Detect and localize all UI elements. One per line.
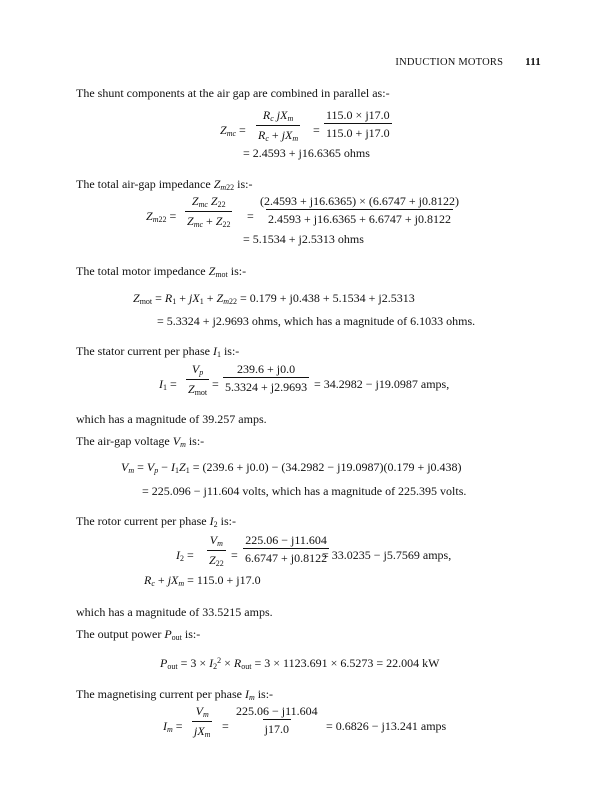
eq-im-equals: = <box>222 719 229 733</box>
eq-i2-frac-symbolic: $\frac{V_m}{Z_{22}}$ <box>209 533 224 568</box>
paragraph-shunt-intro: The shunt components at the air gap are combined in parallel as:- <box>76 86 390 100</box>
eq-zm22-lhs: $Z_{m22}$ = <box>146 209 177 224</box>
paragraph-airgap-voltage: The air-gap voltage $V_m$ is:- <box>76 434 205 449</box>
eq-vm-line1: $V_m = V_p - I_1Z_1 = (239.6 + j0.0) - (34.2982 - j19.0987)(0.179 + j0.438)$ <box>121 460 462 475</box>
eq-i1-frac-numeric <box>223 363 309 393</box>
eq-i1-frac-symbolic: $V_p$ $Z_{mot}$ <box>188 362 208 397</box>
paragraph-motor-impedance: The total motor impedance $Z_{mot}$ is:- <box>76 264 247 279</box>
eq-zm22-frac-numeric <box>258 195 461 225</box>
eq-zm22-result: = 5.1534 + j2.5313 ohms <box>243 232 364 246</box>
eq-i1-equals: = <box>212 377 219 391</box>
paragraph-output-power: The output power $P_{out}$ is:- <box>76 627 201 642</box>
eq-zmc-numerator: 115.0 × j17.0 <box>326 108 390 122</box>
eq-i1-denominator: 5.3324 + j2.9693 <box>223 377 309 393</box>
eq-zmc-equals: = <box>313 123 320 137</box>
eq-zmot-line1: $Z_{mot} = R_1 + jX_1 + Z_{m22} = 0.179 + j0.438 + 5.1534 + j2.5313$ <box>133 291 415 306</box>
eq-im-lhs: $I_m$ = <box>163 719 183 734</box>
eq-i1-lhs: $I_1$ = <box>159 377 177 392</box>
paragraph-airgap-impedance: The total air-gap impedance $Z_{m22}$ is:- <box>76 177 253 192</box>
eq-i2-lhs: $I_2$ = <box>176 548 194 563</box>
eq-zmot-line2: = 5.3324 + j2.9693 ohms, which has a magnitude of 6.1033 ohms. <box>157 314 476 328</box>
eq-zm22-frac-symbolic: $Z_{mc}$ $Z_{22}$ $Z_{mc} + Z_{22}$ <box>187 194 231 229</box>
eq-i1-result: = 34.2982 − j19.0987 amps, <box>314 377 450 391</box>
eq-i2-frac-numeric <box>243 534 329 564</box>
eq-i2-equals: = <box>231 548 238 562</box>
eq-vm-line2: = 225.096 − j11.604 volts, which has a magnitude of 225.395 volts. <box>142 484 467 498</box>
eq-i1-numerator: 239.6 + j0.0 <box>237 362 296 376</box>
eq-zm22-denominator: 2.4593 + j16.6365 + 6.6747 + j0.8122 <box>266 209 453 225</box>
eq-i2-denominator: 6.6747 + j0.8122 <box>243 548 329 564</box>
paragraph-i1-magnitude: which has a magnitude of 39.257 amps. <box>76 412 267 426</box>
eq-i2-result: = 33.0235 − j5.7569 amps, <box>322 548 452 562</box>
paragraph-i2-magnitude: which has a magnitude of 33.5215 amps. <box>76 605 273 619</box>
eq-im-denominator: j17.0 <box>263 719 291 735</box>
eq-im-result: = 0.6826 − j13.241 amps <box>326 719 447 733</box>
eq-zm22-numerator: (2.4593 + j16.6365) × (6.6747 + j0.8122) <box>260 194 459 208</box>
page-number: 111 <box>525 56 541 68</box>
eq-i2-numerator: 225.06 − j11.604 <box>245 533 327 547</box>
running-header <box>395 56 541 68</box>
eq-rc-line: $R_c + jX_m = 115.0 + j17.0$ <box>144 573 261 588</box>
chapter-title: INDUCTION MOTORS <box>395 57 504 68</box>
paragraph-stator-current: The stator current per phase $I_1$ is:- <box>76 344 240 359</box>
eq-zmc-frac-numeric <box>324 109 392 139</box>
eq-im-frac-numeric <box>234 705 320 735</box>
eq-pout-line: $P_{out} = 3 \times I_2^2 \times R_{out} = 3 \times 1123.691 \times 6.5273 = 22.004$ kW <box>160 656 440 671</box>
paragraph-rotor-current: The rotor current per phase $I_2$ is:- <box>76 514 236 529</box>
eq-zm22-equals: = <box>247 209 254 223</box>
eq-zmc-denominator: 115.0 + j17.0 <box>324 123 392 139</box>
eq-zmc-result: = 2.4593 + j16.6365 ohms <box>243 146 370 160</box>
eq-zmc-frac-symbolic: $R_c$ $jX_m$ $R_c + jX_m$ <box>258 108 299 143</box>
eq-zmc-lhs: $Z_{mc}$ = <box>220 123 246 138</box>
eq-im-frac-symbolic: $V_m$ $jX_m$ <box>194 704 211 739</box>
paragraph-magnetising-current: The magnetising current per phase $I_m$ is:- <box>76 687 274 702</box>
eq-im-numerator: 225.06 − j11.604 <box>236 704 318 718</box>
